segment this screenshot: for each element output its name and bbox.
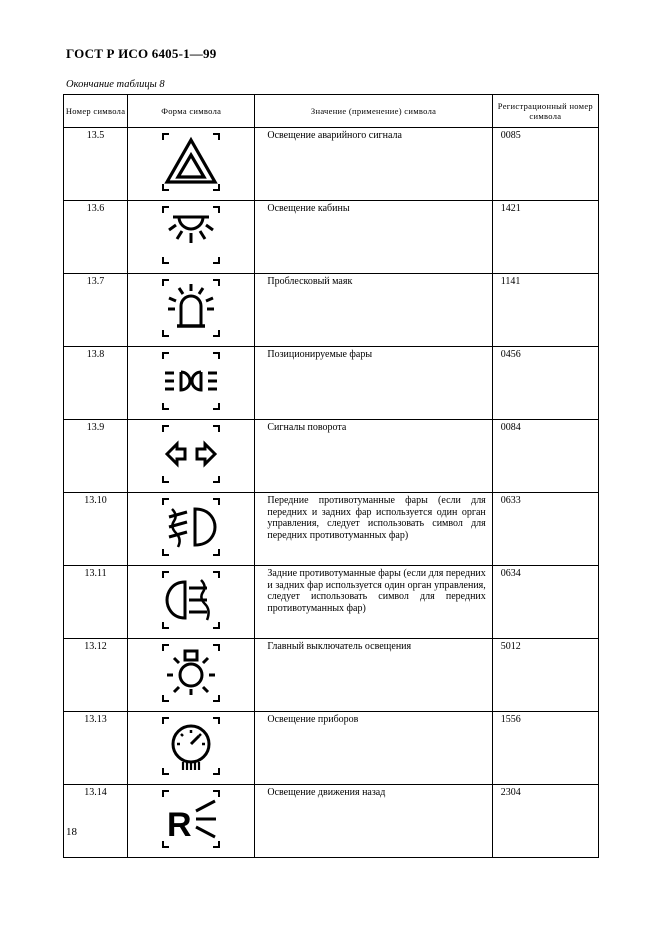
cabin-light-icon (159, 203, 223, 267)
registration-number: 0084 (492, 420, 598, 493)
symbol-number: 13.11 (64, 566, 128, 639)
registration-number: 0633 (492, 493, 598, 566)
reversing-letter: R (167, 806, 192, 844)
registration-number: 1421 (492, 201, 598, 274)
symbol-number: 13.10 (64, 493, 128, 566)
header-symbol-number: Номер символа (64, 95, 128, 128)
symbol-number: 13.14 (64, 785, 128, 858)
table-row (64, 639, 599, 712)
symbol-meaning: Освещение приборов (255, 712, 492, 785)
table-row (64, 493, 599, 566)
symbol-meaning: Задние противотуманные фары (если для передних и задних фар используется один орган управления, следует использовать символ для передних противотуманных фар) (255, 566, 492, 639)
symbol-number: 13.9 (64, 420, 128, 493)
front-fog-lamp-icon (159, 495, 223, 559)
hazard-warning-triangle-icon (159, 130, 223, 194)
table-header-row (64, 95, 599, 128)
table-row (64, 274, 599, 347)
table-row (64, 128, 599, 201)
registration-number: 1141 (492, 274, 598, 347)
symbol-meaning: Освещение аварийного сигнала (255, 128, 492, 201)
symbol-number: 13.12 (64, 639, 128, 712)
symbol-number: 13.8 (64, 347, 128, 420)
symbol-meaning: Освещение кабины (255, 201, 492, 274)
header-registration-number: Регистрационный номер символа (492, 95, 598, 128)
registration-number: 0634 (492, 566, 598, 639)
symbol-meaning: Позиционируемые фары (255, 347, 492, 420)
symbol-number: 13.5 (64, 128, 128, 201)
table-continuation-caption: Окончание таблицы 8 (66, 79, 165, 90)
symbol-number: 13.6 (64, 201, 128, 274)
symbols-table (63, 94, 599, 858)
header-symbol-shape: Форма символа (128, 95, 255, 128)
symbol-meaning: Сигналы поворота (255, 420, 492, 493)
symbol-meaning: Освещение движения назад (255, 785, 492, 858)
positionable-lamps-icon (159, 349, 223, 413)
header-symbol-meaning: Значение (применение) символа (255, 95, 492, 128)
symbol-meaning: Проблесковый маяк (255, 274, 492, 347)
document-header: ГОСТ Р ИСО 6405-1—99 (66, 46, 217, 61)
table-row (64, 420, 599, 493)
reversing-light-icon (159, 787, 223, 851)
rear-fog-lamp-icon (159, 568, 223, 632)
page-number: 18 (66, 826, 77, 838)
master-light-switch-icon (159, 641, 223, 705)
symbol-meaning: Главный выключатель освещения (255, 639, 492, 712)
table-row (64, 347, 599, 420)
registration-number: 1556 (492, 712, 598, 785)
table-row (64, 201, 599, 274)
table-row (64, 566, 599, 639)
registration-number: 2304 (492, 785, 598, 858)
registration-number: 0085 (492, 128, 598, 201)
instrument-lighting-icon (159, 714, 223, 778)
registration-number: 0456 (492, 347, 598, 420)
symbol-number: 13.13 (64, 712, 128, 785)
table-row (64, 712, 599, 785)
symbol-number: 13.7 (64, 274, 128, 347)
registration-number: 5012 (492, 639, 598, 712)
symbol-meaning: Передние противотуманные фары (если для передних и задних фар используется один орган управления, следует использовать символ для передних противотуманных фар) (255, 493, 492, 566)
beacon-light-icon (159, 276, 223, 340)
table-row (64, 785, 599, 858)
turn-signal-arrows-icon (159, 422, 223, 486)
